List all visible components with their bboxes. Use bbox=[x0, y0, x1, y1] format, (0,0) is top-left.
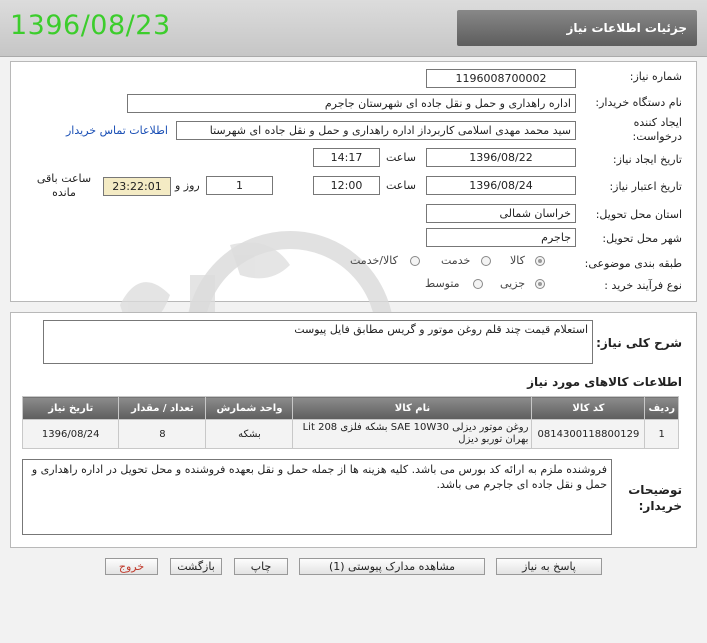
attachments-button[interactable]: مشاهده مدارک پیوستی (1) bbox=[299, 558, 485, 575]
validity-date-label: تاریخ اعتبار نیاز: bbox=[609, 180, 682, 193]
summary-field: استعلام قیمت چند قلم روغن موتور و گریس مطابق فایل پیوست bbox=[43, 320, 593, 364]
created-time-label: ساعت bbox=[386, 151, 416, 164]
items-table bbox=[22, 396, 679, 449]
created-date-field: 1396/08/22 bbox=[426, 148, 576, 167]
row-number: 1 bbox=[645, 420, 679, 449]
items-header-row bbox=[23, 397, 679, 420]
category-radio-both[interactable] bbox=[410, 256, 420, 266]
buyer-org-field: اداره راهداری و حمل و نقل جاده ای شهرستان جاجرم bbox=[127, 94, 576, 113]
validity-date-field: 1396/08/24 bbox=[426, 176, 576, 195]
exit-button[interactable]: خروج bbox=[105, 558, 158, 575]
row-qty: 8 bbox=[119, 420, 206, 449]
col-qty-header: تعداد / مقدار bbox=[119, 397, 206, 420]
process-medium-label: متوسط bbox=[425, 277, 460, 290]
province-label: استان محل تحویل: bbox=[595, 208, 682, 221]
need-number-label: شماره نیاز: bbox=[629, 70, 682, 83]
category-both-label: کالا/خدمت bbox=[350, 254, 398, 267]
col-code-header: کد کالا bbox=[532, 397, 645, 420]
city-label: شهر محل تحویل: bbox=[602, 232, 682, 245]
process-label: نوع فرآیند خرید : bbox=[604, 279, 682, 292]
process-radio-medium[interactable] bbox=[473, 279, 483, 289]
province-field: خراسان شمالی bbox=[426, 204, 576, 223]
validity-time-field: 12:00 bbox=[313, 176, 380, 195]
notes-field: فروشنده ملزم به ارائه کد بورس می باشد. کلیه هزینه ها از جمله حمل و نقل بعهده فروشنده و محل تحویل در اداره راهداری و حمل و نقل جاده ای جاجرم می باشد. bbox=[22, 459, 612, 535]
col-date-header: تاریخ نیاز bbox=[23, 397, 119, 420]
print-button[interactable]: چاپ bbox=[234, 558, 288, 575]
page-title: جزئیات اطلاعات نیاز bbox=[457, 10, 697, 46]
row-code: 0814300118800129 bbox=[532, 420, 645, 449]
category-label: طبقه بندی موضوعی: bbox=[584, 257, 682, 270]
creator-field: سید محمد مهدی اسلامی کاربرداز اداره راهداری و حمل و نقل جاده ای شهرستا bbox=[176, 121, 576, 140]
created-date-label: تاریخ ایجاد نیاز: bbox=[612, 153, 682, 166]
category-service-label: خدمت bbox=[441, 254, 471, 267]
table-row[interactable] bbox=[23, 420, 679, 449]
col-name-header: نام کالا bbox=[293, 397, 532, 420]
row-date: 1396/08/24 bbox=[23, 420, 119, 449]
creator-label: ایجاد کننده درخواست: bbox=[632, 116, 682, 143]
remaining-days-field: 1 bbox=[206, 176, 273, 195]
process-minor-label: جزیی bbox=[500, 277, 526, 290]
buyer-org-label: نام دستگاه خریدار: bbox=[595, 96, 682, 109]
remaining-label: ساعت باقی مانده bbox=[36, 172, 92, 199]
city-field: جاجرم bbox=[426, 228, 576, 247]
created-time-field: 14:17 bbox=[313, 148, 380, 167]
back-button[interactable]: بازگشت bbox=[170, 558, 222, 575]
row-name: روغن موتور دیزلی SAE 10W30 بشکه فلزی 208 Lit بهران توربو دیزل bbox=[293, 420, 532, 449]
notes-label: توضیحات خریدار: bbox=[628, 483, 682, 513]
category-radio-service[interactable] bbox=[481, 256, 491, 266]
buyer-contact-link[interactable]: اطلاعات تماس خریدار bbox=[66, 124, 168, 137]
category-goods-label: کالا bbox=[510, 254, 525, 267]
validity-time-label: ساعت bbox=[386, 179, 416, 192]
col-row-header: ردیف bbox=[645, 397, 679, 420]
days-label: روز و bbox=[175, 179, 200, 192]
category-radio-goods[interactable] bbox=[535, 256, 545, 266]
col-unit-header: واحد شمارش bbox=[206, 397, 293, 420]
row-unit: بشکه bbox=[206, 420, 293, 449]
process-radio-minor[interactable] bbox=[535, 279, 545, 289]
reply-button[interactable]: پاسخ به نیاز bbox=[496, 558, 602, 575]
need-number-field: 1196008700002 bbox=[426, 69, 576, 88]
header-date: 1396/08/23 bbox=[10, 10, 171, 41]
remaining-time-field: 23:22:01 bbox=[103, 177, 171, 196]
summary-label: شرح کلی نیاز: bbox=[596, 336, 682, 350]
items-title: اطلاعات کالاهای مورد نیاز bbox=[527, 375, 682, 389]
